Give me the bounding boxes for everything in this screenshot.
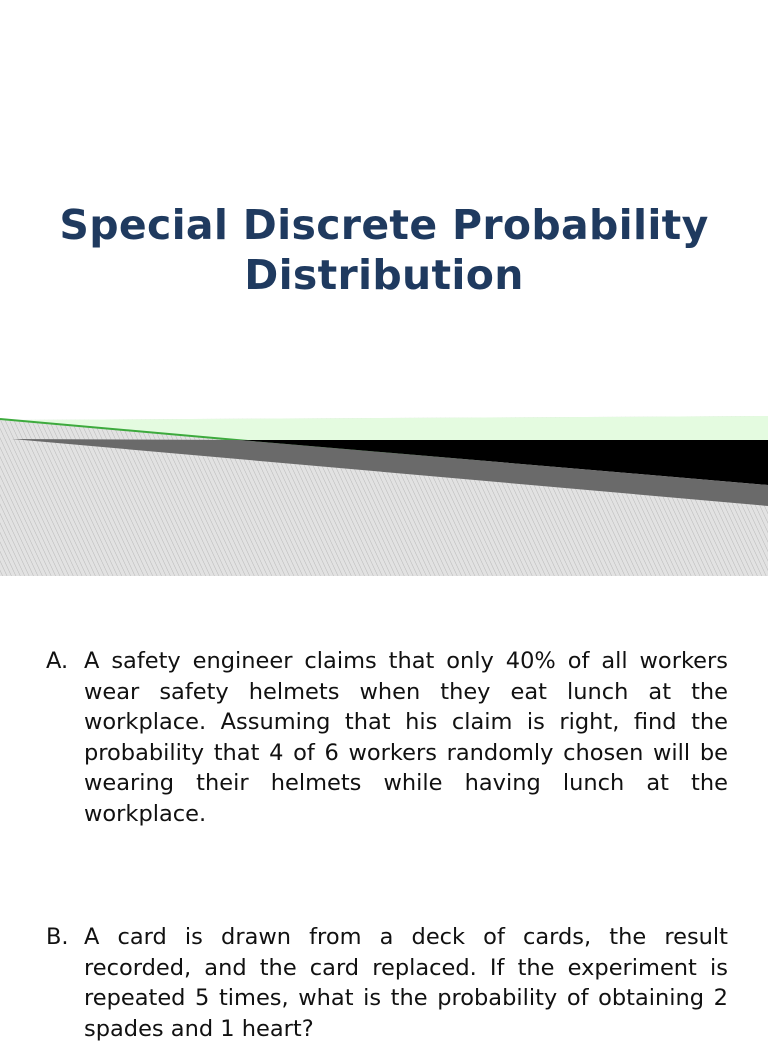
slide-title: Special Discrete Probability Distribution — [59, 201, 709, 299]
problem-text: A card is drawn from a deck of cards, the result recorded, and the card replaced. If the experiment is repeated 5 times, what is the probability of obtaining 2 spades and 1 heart? — [84, 924, 728, 1042]
title-slide — [0, 0, 768, 416]
problem-b — [46, 922, 728, 1044]
problems-section — [0, 576, 768, 1042]
problem-letter: B. — [46, 924, 69, 950]
problem-a — [46, 646, 728, 830]
decorative-band — [0, 410, 768, 576]
problem-letter: A. — [46, 648, 69, 674]
problem-text: A safety engineer claims that only 40% of all workers wear safety helmets when they eat lunch at the workplace. Assuming that his claim is right, find the probability that 4 of 6 workers randomly chosen will be wearing their helmets while having lunch at the workplace. — [84, 648, 728, 827]
